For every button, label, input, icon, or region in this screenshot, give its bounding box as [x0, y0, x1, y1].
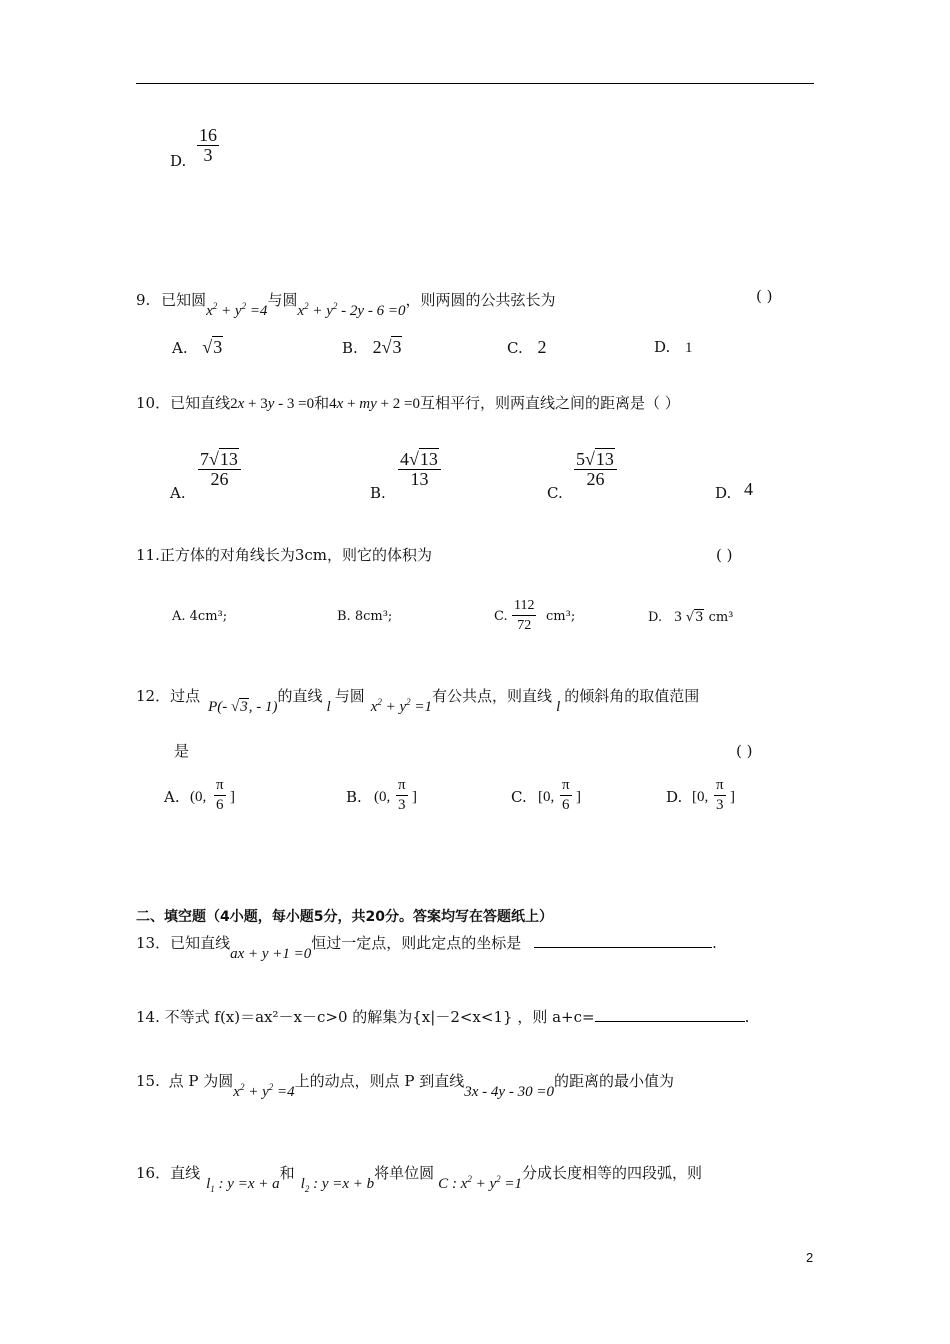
q9-options: A. √3 B. 2√3 C. 2 D. 1: [172, 337, 693, 357]
q9-paren: ( ): [756, 287, 773, 305]
equation: 4x + my + 2 =0: [329, 396, 420, 412]
question-15: 15. 点 P 为圆$x^2 + y^2 =4$上的动点，则点 P 到直线3x - 4y - 30 =0的距离的最小值为: [136, 1072, 674, 1100]
question-14: 14. 不等式 f(x)＝ax²－x－c>0 的解集为{x|－2<x<1} ，则 a+c= .: [136, 1008, 750, 1026]
equation: $x^2 + y^2 - 2y - 6 =0$: [297, 301, 406, 319]
question-12: 12．过点P(- √3, - 1)的直线l与圆$x^2 + y^2 =1$有公共点，则直线l的倾斜角的取值范围: [136, 687, 700, 715]
q8-option-d: [170, 125, 219, 170]
answer-blank[interactable]: [534, 947, 712, 948]
page-number: 2: [806, 1250, 814, 1265]
question-11: 11.正方体的对角线长为3cm，则它的体积为: [136, 546, 433, 564]
question-10: 10．已知直线2x + 3y - 3 =0和4x + my + 2 =0互相平行，则两直线之间的距离是（ ）: [136, 394, 680, 412]
header-rule: [136, 83, 814, 84]
section-heading: 二、填空题（4小题，每小题5分，共20分。答案均写在答题纸上）: [136, 909, 553, 925]
equation: C : $x^2 + y^2 =1$: [438, 1174, 523, 1192]
equation: $x^2 + y^2 =4$: [233, 1082, 295, 1100]
answer-blank[interactable]: [595, 1021, 745, 1022]
equation: ax + y +1 =0: [230, 946, 312, 962]
option-label: D.: [170, 151, 187, 170]
equation: $l_2$ : y =x + b: [300, 1176, 375, 1194]
q12-paren: ( ): [736, 742, 753, 760]
equation: $x^2 + y^2 =4$: [206, 301, 268, 319]
question-9: 9. 已知圆$x^2 + y^2 =4$与圆$x^2 + y^2 - 2y - 6 =0$，则两圆的公共弦长为: [136, 291, 556, 319]
equation: 3x - 4y - 30 =0: [464, 1084, 554, 1100]
point: P(- √3, - 1): [208, 699, 278, 715]
equation: 2x + 3y - 3 =0: [230, 396, 315, 412]
fraction: $\frac{16}{3}$: [199, 125, 218, 165]
q12-line2: 是: [174, 742, 190, 760]
question-16: 16．直线$l_1$ : y =x + a和$l_2$ : y =x + b将单位圆C : $x^2 + y^2 =1$分成长度相等的四段弧，则: [136, 1164, 703, 1194]
q11-paren: ( ): [716, 546, 733, 564]
equation: $x^2 + y^2 =1$: [370, 697, 433, 715]
question-13: 13．已知直线ax + y +1 =0恒过一定点，则此定点的坐标是 .: [136, 934, 717, 962]
equation: $l_1$ : y =x + a: [206, 1176, 280, 1194]
